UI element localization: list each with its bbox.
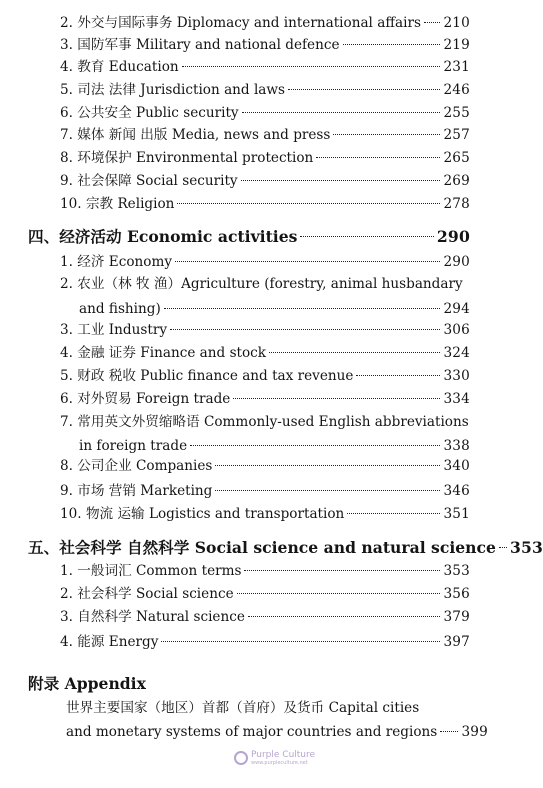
toc-entry: [60, 81, 470, 99]
dot-leader: [215, 490, 440, 491]
toc-page-number: 265: [443, 150, 470, 166]
toc-entry-label: 8. 环境保护 Environmental protection: [60, 150, 314, 166]
toc-page-number: 278: [443, 196, 470, 212]
dot-leader: [233, 398, 440, 399]
toc-entry: [66, 723, 488, 741]
toc-entry-label: 3. 国防军事 Military and national defence: [60, 37, 340, 53]
toc-page-number: 334: [443, 391, 470, 407]
toc-entry: [60, 505, 470, 523]
toc-entry-label: 2. 社会科学 Social science: [60, 586, 234, 602]
dot-leader: [237, 593, 441, 594]
toc-entry-label: 9. 社会保障 Social security: [60, 173, 238, 189]
toc-page-number: 353: [509, 538, 543, 557]
toc-entry: [60, 633, 470, 651]
toc-entry: [79, 300, 470, 318]
toc-entry: [60, 126, 470, 144]
toc-entry: [60, 457, 470, 475]
toc-entry: [60, 321, 470, 339]
toc-entry-label: 5. 财政 税收 Public finance and tax revenue: [60, 368, 354, 384]
toc-entry-label: 8. 公司企业 Companies: [60, 458, 213, 474]
toc-page-number: 351: [443, 506, 470, 522]
toc-page-number: 353: [443, 563, 470, 579]
dot-leader: [164, 308, 441, 309]
toc-page-number: 379: [443, 609, 470, 625]
watermark-url: www.purpleculture.net: [251, 760, 308, 766]
dot-leader: [333, 134, 440, 135]
toc-entry-label: 7. 常用英文外贸缩略语 Commonly-used English abbreviations: [60, 414, 469, 430]
toc-page-number: 346: [443, 483, 470, 499]
toc-entry: [60, 390, 470, 408]
dot-leader: [300, 236, 433, 237]
dot-leader: [215, 465, 440, 466]
toc-page-number: 397: [443, 634, 470, 650]
dot-leader: [175, 261, 440, 262]
dot-leader: [347, 513, 440, 514]
toc-entry-label: 9. 市场 营销 Marketing: [60, 483, 213, 499]
toc-entry: [60, 275, 470, 293]
toc-page-number: 330: [443, 368, 470, 384]
toc-entry: [60, 482, 470, 500]
dot-leader: [288, 89, 440, 90]
toc-entry-label: 附录 Appendix: [28, 674, 146, 693]
dot-leader: [190, 445, 440, 446]
toc-entry-label: 四、经济活动 Economic activities: [28, 227, 298, 246]
toc-heading: [28, 675, 470, 693]
dot-leader: [244, 570, 440, 571]
toc-entry-label: 4. 教育 Education: [60, 59, 179, 75]
toc-entry-label: 五、社会科学 自然科学 Social science and natural science: [28, 538, 496, 557]
toc-page-number: 257: [443, 127, 470, 143]
toc-page-number: 246: [443, 82, 470, 98]
toc-page-number: 324: [443, 345, 470, 361]
toc-page-number: 340: [443, 458, 470, 474]
toc-entry: [60, 253, 470, 271]
dot-leader: [269, 352, 440, 353]
toc-entry: [66, 699, 488, 717]
toc-entry: [60, 14, 470, 32]
toc-entry: [60, 562, 470, 580]
dot-leader: [440, 731, 458, 732]
toc-entry-label: 2. 农业（林 牧 渔）Agriculture (forestry, animal husbandary: [60, 276, 463, 292]
toc-entry-label: 10. 物流 运输 Logistics and transportation: [60, 506, 345, 522]
dot-leader: [316, 157, 440, 158]
toc-section: [28, 227, 470, 247]
toc-page-number: 399: [461, 724, 488, 740]
toc-entry: [60, 104, 470, 122]
toc-entry: [60, 58, 470, 76]
dot-leader: [241, 180, 441, 181]
toc-entry-label: 3. 自然科学 Natural science: [60, 609, 245, 625]
toc-entry: [60, 36, 470, 54]
toc-entry-label: 6. 公共安全 Public security: [60, 105, 239, 121]
toc-entry-label: in foreign trade: [79, 438, 188, 454]
toc-entry-label: 2. 外交与国际事务 Diplomacy and international affairs: [60, 15, 421, 31]
toc-page-number: 338: [443, 438, 470, 454]
toc-entry: [60, 172, 470, 190]
toc-entry-label: 6. 对外贸易 Foreign trade: [60, 391, 231, 407]
toc-entry: [60, 585, 470, 603]
toc-entry-label: and monetary systems of major countries and regions: [66, 724, 438, 740]
toc-page-number: 231: [443, 59, 470, 75]
toc-entry-label: 1. 一般词汇 Common terms: [60, 563, 242, 579]
toc-entry-label: 10. 宗教 Religion: [60, 196, 175, 212]
toc-entry: [60, 413, 470, 431]
toc-entry-label: 7. 媒体 新闻 出版 Media, news and press: [60, 127, 331, 143]
dot-leader: [182, 66, 441, 67]
toc-page-number: 290: [436, 227, 470, 246]
toc-entry-label: 3. 工业 Industry: [60, 322, 167, 338]
dot-leader: [343, 44, 441, 45]
toc-page-number: 356: [443, 586, 470, 602]
dot-leader: [424, 22, 441, 23]
toc-entry-label: and fishing): [79, 301, 161, 317]
toc-section: [28, 538, 543, 558]
toc-page-number: 290: [443, 254, 470, 270]
dot-leader: [161, 641, 440, 642]
toc-entry: [60, 149, 470, 167]
toc-entry: [60, 608, 470, 626]
toc-entry: [79, 437, 470, 455]
dot-leader: [242, 112, 441, 113]
toc-entry: [60, 367, 470, 385]
toc-page-number: 255: [443, 105, 470, 121]
toc-page-number: 269: [443, 173, 470, 189]
toc-entry-label: 5. 司法 法律 Jurisdiction and laws: [60, 82, 286, 98]
dot-leader: [177, 203, 440, 204]
toc-page-number: 210: [443, 15, 470, 31]
dot-leader: [356, 375, 440, 376]
toc-entry-label: 4. 金融 证券 Finance and stock: [60, 345, 267, 361]
toc-entry: [60, 195, 470, 213]
dot-leader: [499, 547, 507, 548]
dot-leader: [248, 616, 441, 617]
toc-entry-label: 世界主要国家（地区）首都（首府）及货币 Capital cities: [66, 700, 420, 716]
toc-page-number: 219: [443, 37, 470, 53]
watermark-brand: Purple Culture: [251, 750, 316, 760]
toc-entry-label: 1. 经济 Economy: [60, 254, 173, 270]
dot-leader: [170, 329, 440, 330]
toc-entry: [60, 344, 470, 362]
toc-entry-label: 4. 能源 Energy: [60, 634, 159, 650]
toc-page-number: 294: [443, 301, 470, 317]
toc-page-number: 306: [443, 322, 470, 338]
